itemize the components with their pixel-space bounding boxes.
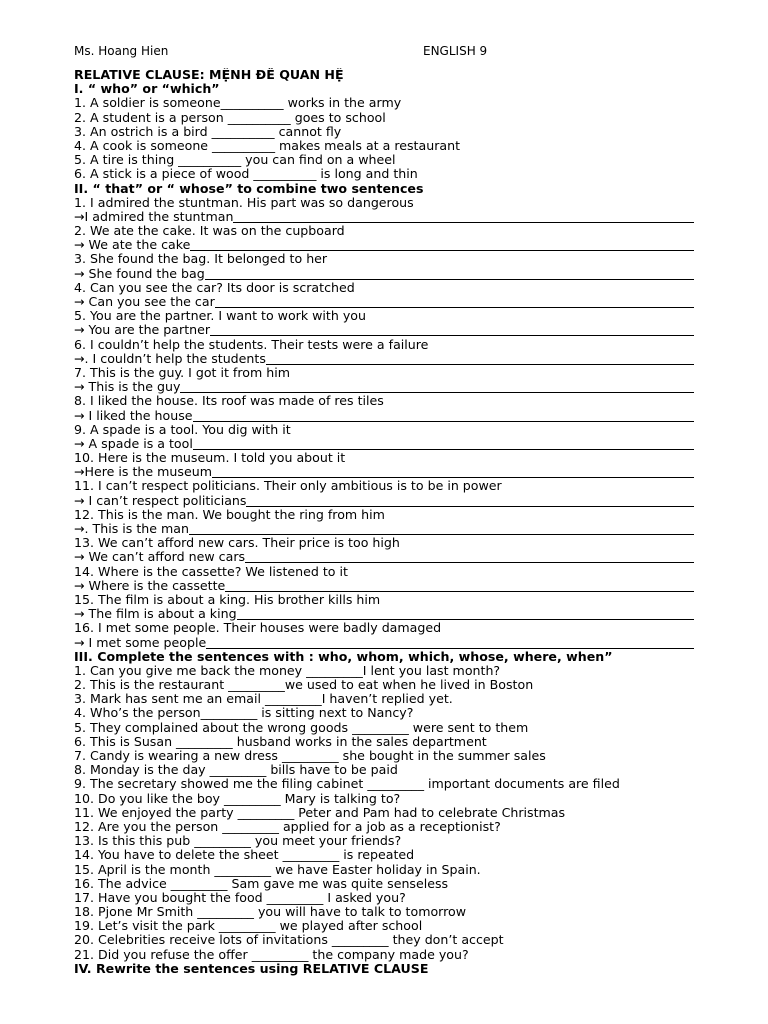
section-2-answer-prompt: → A spade is a tool bbox=[74, 436, 193, 451]
answer-blank-line[interactable] bbox=[190, 238, 694, 251]
section-2-answer-prompt: → Where is the cassette bbox=[74, 578, 226, 593]
section-2-answer-row bbox=[74, 238, 694, 252]
section-2-question: 2. We ate the cake. It was on the cupboard bbox=[74, 224, 345, 239]
answer-blank-line[interactable] bbox=[245, 550, 694, 563]
page-header bbox=[74, 43, 694, 59]
section-2-answer-row bbox=[74, 607, 694, 621]
answer-blank-line[interactable] bbox=[225, 579, 694, 592]
section-3-item: 13. Is this this pub _________ you meet your friends? bbox=[74, 834, 402, 849]
answer-blank-line[interactable] bbox=[237, 607, 694, 620]
section-2-question: 5. You are the partner. I want to work with you bbox=[74, 309, 366, 324]
section-2-answer-prompt: → We ate the cake bbox=[74, 238, 191, 253]
section-3-item: 7. Candy is wearing a new dress _________ she bought in the summer sales bbox=[74, 749, 546, 763]
section-2-answer-row bbox=[74, 409, 694, 423]
section-3-item: 11. We enjoyed the party _________ Peter and Pam had to celebrate Christmas bbox=[74, 805, 566, 820]
section-2-question: 14. Where is the cassette? We listened to it bbox=[74, 564, 348, 579]
section-2-list bbox=[74, 196, 694, 650]
section-2-question: 11. I can’t respect politicians. Their only ambitious is to be in power bbox=[74, 479, 502, 494]
answer-blank-line[interactable] bbox=[189, 522, 694, 535]
section-2-answer-prompt: →. This is the man bbox=[74, 522, 189, 536]
answer-blank-line[interactable] bbox=[212, 465, 694, 478]
section-1-heading: I. “ who” or “which” bbox=[74, 82, 220, 97]
section-1-item: 6. A stick is a piece of wood __________ is long and thin bbox=[74, 167, 418, 182]
section-3-item: 21. Did you refuse the offer _________ the company made you? bbox=[74, 947, 469, 962]
teacher-name: Ms. Hoang Hien bbox=[74, 44, 169, 58]
section-2-answer-row bbox=[74, 437, 694, 451]
section-3-item: 10. Do you like the boy _________ Mary is talking to? bbox=[74, 791, 401, 806]
section-2-answer-prompt: → The film is about a king bbox=[74, 607, 237, 622]
worksheet-body bbox=[74, 68, 694, 976]
section-3-item: 14. You have to delete the sheet _________ is repeated bbox=[74, 848, 415, 863]
section-2-answer-row bbox=[74, 323, 694, 337]
section-2-answer-prompt: → You are the partner bbox=[74, 323, 211, 338]
section-3-heading: III. Complete the sentences with : who, whom, which, whose, where, when” bbox=[74, 649, 613, 664]
section-2-question: 3. She found the bag. It belonged to her bbox=[74, 252, 328, 267]
section-1-item: 1. A soldier is someone__________ works in the army bbox=[74, 96, 402, 111]
section-2-answer-row bbox=[74, 267, 694, 281]
section-2-answer-row bbox=[74, 579, 694, 593]
section-2-answer-row bbox=[74, 465, 694, 479]
answer-blank-line[interactable] bbox=[210, 323, 694, 336]
section-2-answer-prompt: → This is the guy bbox=[74, 380, 181, 395]
section-2-answer-prompt: → I can’t respect politicians bbox=[74, 493, 247, 508]
section-1-item: 5. A tire is thing __________ you can find on a wheel bbox=[74, 153, 396, 168]
section-2-answer-prompt: →I admired the stuntman bbox=[74, 209, 234, 224]
section-2-answer-prompt: → Can you see the car bbox=[74, 295, 215, 309]
section-2-question: 8. I liked the house. Its roof was made of res tiles bbox=[74, 394, 384, 409]
section-2-answer-prompt: →. I couldn’t help the students bbox=[74, 351, 266, 366]
section-2-question: 10. Here is the museum. I told you about it bbox=[74, 451, 346, 466]
section-2-question: 16. I met some people. Their houses were badly damaged bbox=[74, 621, 442, 636]
section-3-item: 15. April is the month _________ we have Easter holiday in Spain. bbox=[74, 862, 481, 877]
section-2-answer-row bbox=[74, 352, 694, 366]
section-3-item: 3. Mark has sent me an email _________I haven’t replied yet. bbox=[74, 692, 453, 707]
section-3-item: 2. This is the restaurant _________we used to eat when he lived in Boston bbox=[74, 678, 534, 693]
answer-blank-line[interactable] bbox=[206, 636, 694, 649]
section-2-question: 13. We can’t afford new cars. Their price is too high bbox=[74, 536, 400, 551]
section-2-answer-row bbox=[74, 522, 694, 536]
section-2-question: 4. Can you see the car? Its door is scratched bbox=[74, 280, 355, 295]
section-3-item: 8. Monday is the day _________ bills have to be paid bbox=[74, 763, 398, 778]
section-1-item: 3. An ostrich is a bird __________ cannot fly bbox=[74, 124, 342, 139]
section-2-answer-row bbox=[74, 550, 694, 564]
section-3-item: 19. Let’s visit the park _________ we played after school bbox=[74, 919, 423, 934]
section-2-question: 6. I couldn’t help the students. Their tests were a failure bbox=[74, 337, 429, 352]
section-2-answer-row bbox=[74, 210, 694, 224]
answer-blank-line[interactable] bbox=[266, 352, 694, 365]
section-4-heading: IV. Rewrite the sentences using RELATIVE CLAUSE bbox=[74, 961, 429, 976]
section-2-answer-row bbox=[74, 636, 694, 650]
section-3-item: 20. Celebrities receive lots of invitations _________ they don’t accept bbox=[74, 933, 504, 948]
section-2-question: 9. A spade is a tool. You dig with it bbox=[74, 422, 291, 437]
section-2-answer-row bbox=[74, 380, 694, 394]
section-1-item: 4. A cook is someone __________ makes meals at a restaurant bbox=[74, 138, 461, 153]
section-3-item: 5. They complained about the wrong goods _________ were sent to them bbox=[74, 720, 529, 735]
section-3-item: 1. Can you give me back the money _________I lent you last month? bbox=[74, 663, 501, 678]
section-3-item: 18. Pjone Mr Smith _________ you will have to talk to tomorrow bbox=[74, 905, 467, 920]
section-3-list bbox=[74, 664, 694, 962]
section-1-item: 2. A student is a person __________ goes to school bbox=[74, 110, 386, 125]
section-2-question: 1. I admired the stuntman. His part was so dangerous bbox=[74, 195, 414, 210]
section-2-answer-row bbox=[74, 295, 694, 309]
answer-blank-line[interactable] bbox=[246, 494, 694, 507]
section-2-answer-prompt: → We can’t afford new cars bbox=[74, 550, 246, 565]
section-2-heading: II. “ that” or “ whose” to combine two sentences bbox=[74, 181, 424, 196]
section-2-answer-prompt: →Here is the museum bbox=[74, 465, 212, 480]
section-3-item: 17. Have you bought the food _________ I asked you? bbox=[74, 890, 406, 905]
section-3-item: 9. The secretary showed me the filing cabinet _________ important documents are filed bbox=[74, 777, 620, 792]
section-3-item: 12. Are you the person _________ applied for a job as a receptionist? bbox=[74, 819, 501, 834]
answer-blank-line[interactable] bbox=[193, 409, 694, 422]
subject-name: ENGLISH 9 bbox=[423, 44, 488, 58]
answer-blank-line[interactable] bbox=[205, 267, 694, 280]
section-3-item: 4. Who’s the person_________ is sitting next to Nancy? bbox=[74, 706, 414, 721]
section-2-answer-prompt: → I met some people bbox=[74, 635, 207, 650]
section-3-item: 16. The advice _________ Sam gave me was quite senseless bbox=[74, 876, 449, 891]
answer-blank-line[interactable] bbox=[193, 437, 694, 450]
section-2-question: 12. This is the man. We bought the ring from him bbox=[74, 507, 385, 522]
section-3-item: 6. This is Susan _________ husband works in the sales department bbox=[74, 734, 487, 749]
answer-blank-line[interactable] bbox=[180, 380, 694, 393]
section-2-answer-prompt: → I liked the house bbox=[74, 408, 193, 423]
section-2-question: 15. The film is about a king. His brother kills him bbox=[74, 592, 381, 607]
section-2-answer-prompt: → She found the bag bbox=[74, 266, 205, 281]
answer-blank-line[interactable] bbox=[233, 210, 694, 223]
answer-blank-line[interactable] bbox=[215, 295, 694, 308]
section-2-question: 7. This is the guy. I got it from him bbox=[74, 365, 290, 380]
worksheet-title: RELATIVE CLAUSE: MỆNH ĐỀ QUAN HỆ bbox=[74, 68, 344, 82]
section-2-answer-row bbox=[74, 494, 694, 508]
